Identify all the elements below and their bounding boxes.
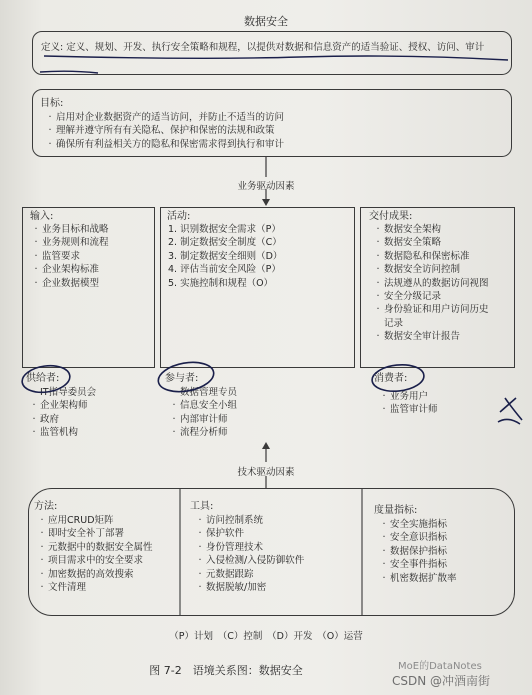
metrics-list <box>378 518 457 585</box>
goals-label: 目标: <box>40 98 64 109</box>
supplier-item: · 政府 <box>32 413 60 425</box>
deliverables-list <box>372 223 489 344</box>
participants-label: 参与者: <box>165 373 199 384</box>
input-item: · 监管要求 <box>34 250 81 262</box>
definition-text: 定义: 定义、规划、开发、执行安全策略和规程，以提供对数据和信息资产的适当验证、授权、访问、审计 <box>41 42 485 53</box>
method-item: · 加密数据的高效搜索 <box>40 568 134 580</box>
tool-item: · 身份管理技术 <box>198 541 264 553</box>
participant-item: · 内部审计师 <box>172 413 228 425</box>
goals-list <box>44 111 284 151</box>
consumer-item: · 业务用户 <box>382 391 429 402</box>
method-item: · 元数据中的数据安全属性 <box>40 541 153 553</box>
tool-item: · 入侵检测/入侵防御软件 <box>198 555 305 567</box>
activities-list <box>168 223 282 290</box>
method-item: · 应用CRUD矩阵 <box>40 515 114 526</box>
goal-item: · 启用对企业数据资产的适当访问，并防止不适当的访问 <box>48 112 285 123</box>
goal-item: · 确保所有利益相关方的隐私和保密需求得到执行和审计 <box>48 138 285 150</box>
business-drivers-label: 业务驱动因素 <box>237 181 295 192</box>
input-item: · 企业架构标准 <box>34 264 100 276</box>
deliverables-label: 交付成果: <box>369 211 413 222</box>
deliverable-item: 记录 <box>384 317 404 329</box>
methods-label: 方法: <box>34 501 58 512</box>
inputs-label: 输入: <box>30 211 54 222</box>
activity-item: 2. 制定数据安全制度（C） <box>168 237 282 249</box>
metrics-label: 度量指标: <box>374 505 418 516</box>
figure-caption: 图 7-2 语境关系图：数据安全 <box>149 664 303 677</box>
input-item: · 业务目标和战略 <box>34 224 109 235</box>
activities-label: 活动: <box>167 211 191 222</box>
participant-item: · 流程分析师 <box>172 427 228 439</box>
participant-item: · 数据管理专员 <box>172 387 238 398</box>
participant-item: · 信息安全小组 <box>172 400 238 412</box>
activity-item: 1. 识别数据安全需求（P） <box>168 224 281 235</box>
legend: （P）计划 （C）控制 （D）开发 （O）运营 <box>169 631 363 642</box>
supplier-item: · 监管机构 <box>32 427 79 439</box>
method-item: · 项目需求中的安全要求 <box>40 555 144 567</box>
method-item: · 文件清理 <box>40 582 87 594</box>
metric-item: · 数据保护指标 <box>382 545 448 557</box>
activity-item: 5. 实施控制和规程（O） <box>168 277 274 289</box>
input-item: · 企业数据模型 <box>34 277 100 289</box>
tools-list <box>194 514 304 594</box>
metric-item: · 机密数据扩散率 <box>382 572 457 584</box>
deliverable-item: · 数据安全策略 <box>376 237 442 249</box>
deliverable-item: · 数据安全访问控制 <box>376 264 461 276</box>
suppliers-label: 供给者: <box>26 373 60 384</box>
deliverable-item: · 数据隐私和保密标准 <box>376 250 470 262</box>
tool-item: · 元数据跟踪 <box>198 568 254 580</box>
tool-item: · 数据脱敏/加密 <box>198 582 267 594</box>
activity-item: 4. 评估当前安全风险（P） <box>168 264 281 276</box>
consumer-item: · 监管审计师 <box>382 404 438 416</box>
deliverable-item: · 数据安全架构 <box>376 224 442 235</box>
deliverable-item: · 法规遵从的数据访问视图 <box>376 277 489 289</box>
deliverable-item: · 数据安全审计报告 <box>376 331 461 343</box>
tool-item: · 保护软件 <box>198 528 245 540</box>
tools-label: 工具: <box>190 501 214 512</box>
deliverable-item: · 身份验证和用户访问历史 <box>376 304 489 316</box>
consumers-label: 消费者: <box>374 373 408 384</box>
tech-drivers-label: 技术驱动因素 <box>237 467 295 478</box>
supplier-item: · 企业架构师 <box>32 400 88 412</box>
method-item: · 即时安全补丁部署 <box>40 528 125 540</box>
inputs-list <box>30 223 109 290</box>
goal-item: · 理解并遵守所有有关隐私、保护和保密的法规和政策 <box>48 125 275 137</box>
supplier-item: · IT指导委员会 <box>32 387 97 398</box>
metric-item: · 安全事件指标 <box>382 559 448 571</box>
methods-list <box>36 514 153 594</box>
activity-item: 3. 制定数据安全细则（D） <box>168 250 283 262</box>
metric-item: · 安全意识指标 <box>382 532 448 544</box>
watermark-top: MoE的DataNotes <box>398 661 482 672</box>
metric-item: · 安全实施指标 <box>382 519 448 530</box>
watermark-bottom: CSDN @冲酒南街 <box>392 674 491 688</box>
handwritten-underline <box>0 0 532 80</box>
input-item: · 业务规则和流程 <box>34 237 109 249</box>
page-title: 数据安全 <box>244 15 288 28</box>
deliverable-item: · 安全分级记录 <box>376 291 442 303</box>
tool-item: · 访问控制系统 <box>198 515 264 526</box>
